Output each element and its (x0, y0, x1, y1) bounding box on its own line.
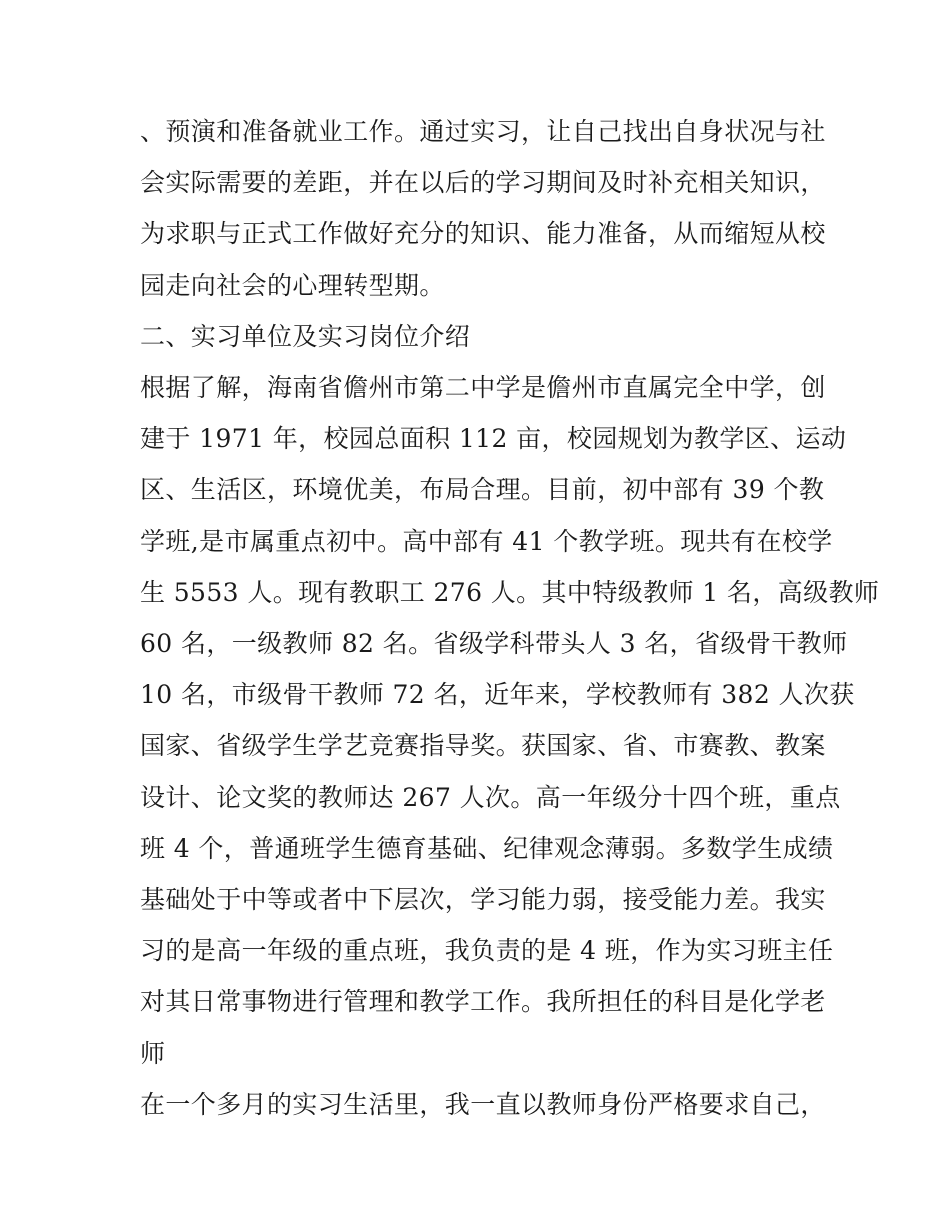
text-line: 学班,是市属重点初中。高中部有 41 个教学班。现共有在校学 (140, 526, 833, 556)
document-body (140, 106, 880, 1130)
text-line: 会实际需要的差距，并在以后的学习期间及时补充相关知识， (140, 168, 826, 198)
text-line: 师 (140, 1038, 166, 1068)
text-line: 习的是高一年级的重点班，我负责的是 4 班，作为实习班主任 (140, 936, 834, 966)
paragraph-school-introduction (140, 362, 880, 1079)
paragraph-intro-continuation (140, 106, 826, 311)
paragraph-internship-life (140, 1079, 826, 1130)
text-line: 为求职与正式工作做好充分的知识、能力准备，从而缩短从校 (140, 219, 826, 249)
text-line: 根据了解，海南省儋州市第二中学是儋州市直属完全中学，创 (140, 373, 826, 403)
text-line: 园走向社会的心理转型期。 (140, 270, 445, 300)
text-line: 10 名，市级骨干教师 72 名，近年来，学校教师有 382 人次获 (140, 680, 855, 710)
text-line: 设计、论文奖的教师达 267 人次。高一年级分十四个班，重点 (140, 782, 841, 812)
text-line: 班 4 个，普通班学生德育基础、纪律观念薄弱。多数学生成绩 (140, 833, 834, 863)
text-line: 对其日常事物进行管理和教学工作。我所担任的科目是化学老 (140, 987, 826, 1017)
text-line: 区、生活区，环境优美，布局合理。目前，初中部有 39 个教 (140, 475, 825, 505)
text-line: 建于 1971 年，校园总面积 112 亩，校园规划为教学区、运动 (140, 424, 847, 454)
text-line: 在一个多月的实习生活里，我一直以教师身份严格要求自己， (140, 1089, 826, 1119)
text-line: 生 5553 人。现有教职工 276 人。其中特级教师 1 名，高级教师 (140, 577, 880, 607)
section-heading (140, 311, 820, 362)
text-line: 60 名，一级教师 82 名。省级学科带头人 3 名，省级骨干教师 (140, 629, 848, 659)
text-line: 国家、省级学生学艺竞赛指导奖。获国家、省、市赛教、教案 (140, 731, 826, 761)
section-heading-text: 二、实习单位及实习岗位介绍 (140, 321, 471, 351)
text-line: 基础处于中等或者中下层次，学习能力弱，接受能力差。我实 (140, 885, 826, 915)
text-line: 、预演和准备就业工作。通过实习，让自己找出自身状况与社 (140, 117, 826, 146)
